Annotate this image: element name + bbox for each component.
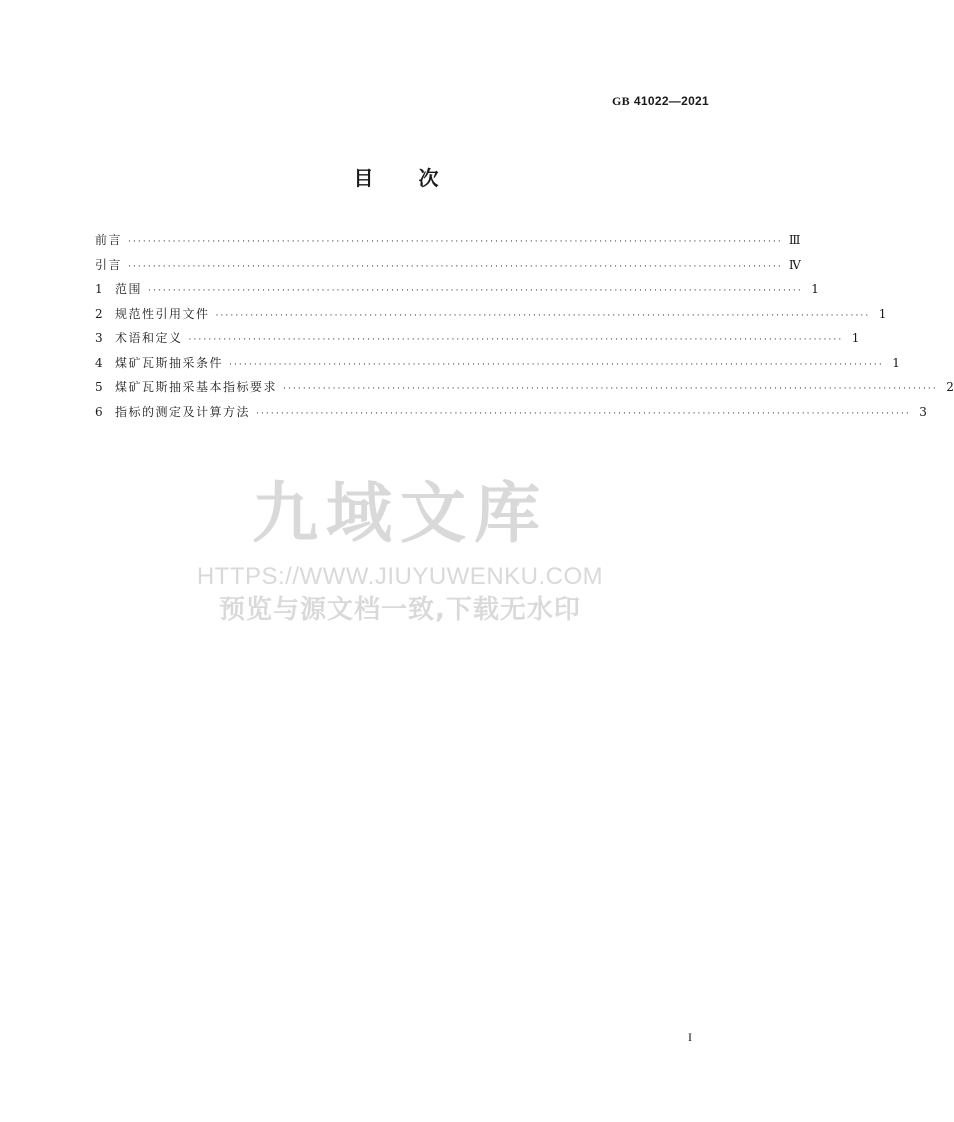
toc-entry-label: 范围 (115, 282, 143, 296)
toc-leader-dots: ···································································································································· (215, 310, 871, 321)
table-of-contents (95, 228, 954, 424)
watermark-notice: 预览与源文档一致,下载无水印 (219, 595, 581, 625)
toc-entry-page: 2 (946, 380, 954, 394)
standard-code (612, 94, 709, 109)
toc-leader-dots: ···································································································································· (188, 335, 844, 345)
toc-leader-dots: ···································································································································· (128, 261, 783, 272)
toc-entry-basic-indicator-requirements[interactable] (95, 375, 954, 400)
page-title (0, 162, 793, 191)
toc-entry-scope[interactable] (95, 277, 819, 302)
toc-entry-number: 5 (95, 380, 103, 394)
toc-entry-label: 前言 (95, 233, 123, 247)
watermark-url: HTTPS://WWW.JIUYUWENKU.COM (196, 563, 604, 590)
title-right-char: 次 (418, 166, 440, 190)
toc-entry-normative-references[interactable] (95, 302, 887, 327)
toc-leader-dots: ···································································································································· (148, 286, 803, 296)
toc-entry-drainage-conditions[interactable] (95, 351, 900, 376)
toc-entry-foreword[interactable] (95, 228, 801, 253)
toc-entry-number: 4 (95, 355, 103, 370)
standard-number: 41022—2021 (633, 94, 709, 108)
toc-entry-page: Ⅲ (788, 233, 801, 247)
toc-entry-page: 1 (811, 282, 819, 296)
toc-entry-measurement-methods[interactable] (95, 400, 927, 425)
standard-prefix: GB (611, 94, 630, 108)
title-left-char: 目 (353, 166, 375, 190)
toc-entry-terms-definitions[interactable] (95, 326, 860, 351)
toc-leader-dots: ···································································································································· (256, 408, 911, 419)
watermark-brand: 九域文库 (252, 475, 548, 552)
toc-entry-page: 1 (851, 331, 860, 345)
toc-leader-dots: ···································································································································· (283, 384, 938, 394)
toc-entry-page: Ⅳ (788, 257, 801, 272)
toc-entry-number: 1 (95, 282, 103, 296)
watermark (180, 470, 620, 628)
toc-entry-page: 1 (892, 355, 900, 370)
toc-leader-dots: ···································································································································· (229, 359, 884, 370)
toc-entry-number: 6 (95, 404, 103, 419)
toc-entry-label: 煤矿瓦斯抽采条件 (115, 355, 224, 370)
toc-entry-label: 指标的测定及计算方法 (115, 404, 251, 419)
toc-entry-number: 3 (95, 331, 103, 345)
toc-entry-label: 规范性引用文件 (115, 306, 210, 321)
toc-entry-label: 煤矿瓦斯抽采基本指标要求 (115, 380, 278, 394)
toc-entry-label: 术语和定义 (115, 331, 183, 345)
toc-entry-number: 2 (95, 306, 103, 321)
page-number: I (688, 1030, 692, 1044)
toc-leader-dots: ···································································································································· (128, 237, 783, 247)
toc-entry-page: 1 (878, 306, 887, 321)
toc-entry-page: 3 (919, 404, 927, 419)
toc-entry-introduction[interactable] (95, 253, 801, 278)
toc-entry-label: 引言 (95, 257, 123, 272)
